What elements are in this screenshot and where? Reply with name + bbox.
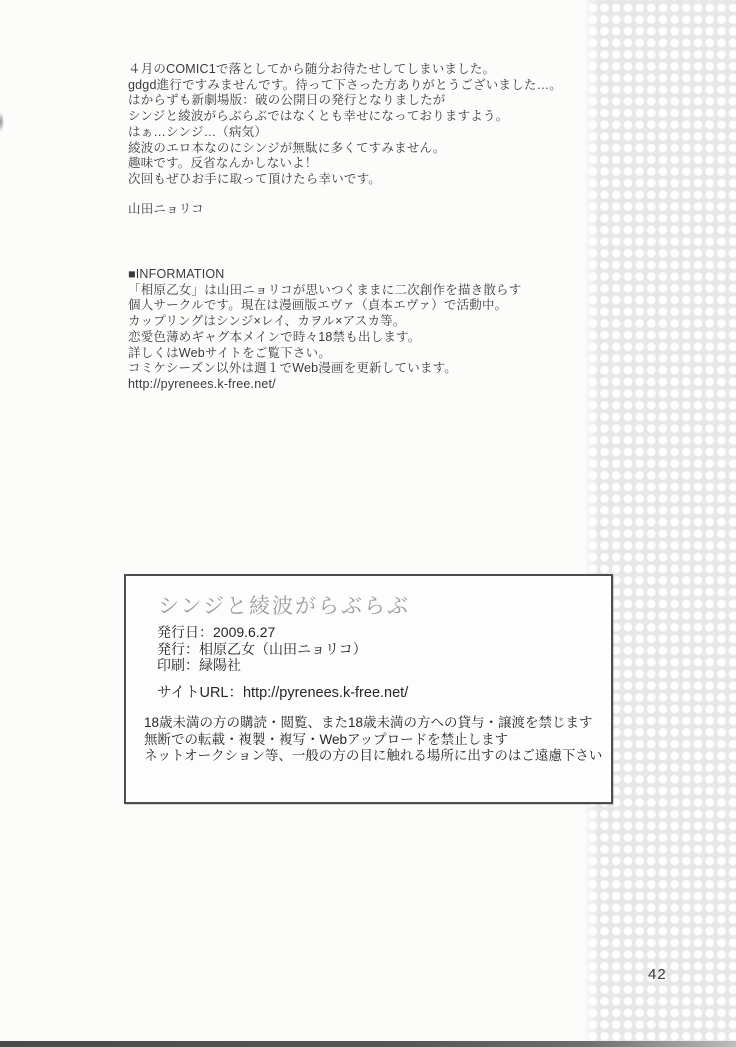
afterword-line: 綾波のエロ本なのにシンジが無駄に多くてすみません。 (128, 140, 446, 155)
information-line: 「相原乙女」は山田ニョリコが思いつくままに二次創作を描き散らす (128, 282, 522, 297)
warning-line: 無断での転載・複製・複写・Webアップロードを禁止します (144, 731, 509, 747)
information-line: 詳しくはWebサイトをご覧下さい。 (128, 345, 332, 360)
colophon-box (124, 574, 613, 804)
afterword-paragraph (128, 62, 568, 217)
afterword-line: ４月のCOMIC1で落としてから随分お待たせしてしまいました。 (128, 62, 496, 76)
publication-details (157, 624, 367, 674)
information-heading: ■INFORMATION (128, 267, 225, 281)
page-number: 42 (648, 966, 667, 983)
halftone-pattern-strip (585, 0, 736, 1042)
afterword-line: はぁ…シンジ…（病気） (128, 124, 268, 139)
afterword-line: 次回もぜひお手に取って頂けたら幸いです。 (128, 171, 382, 186)
printer: 印刷：緑陽社 (157, 657, 241, 674)
information-block (128, 267, 568, 393)
information-line: カップリングはシンジ×レイ、カヲル×アスカ等。 (128, 314, 406, 329)
information-line: 恋愛色薄めギャグ本メインで時々18禁も出します。 (128, 329, 421, 344)
warning-line: ネットオークション等、一般の方の目に触れる場所に出すのはご遠慮下さい (144, 748, 603, 764)
information-line: 個人サークルです。現在は漫画版エヴァ（貞本エヴァ）で活動中。 (128, 298, 508, 313)
afterword-line: gdgd進行ですみませんです。待って下さった方ありがとうございました…。 (128, 77, 563, 92)
site-url-line: サイトURL：http://pyrenees.k-free.net/ (157, 685, 409, 701)
afterword-line: 趣味です。反省なんかしないよ！ (128, 156, 318, 171)
warning-line: 18歳未満の方の購読・閲覧、また18歳未満の方への貸与・譲渡を禁じます (144, 715, 593, 730)
book-title: シンジと綾波がらぶらぶ (158, 595, 410, 618)
scan-smudge (0, 112, 4, 132)
age-restriction-warnings (144, 715, 602, 765)
scan-edge-bar (0, 1041, 736, 1047)
publisher-circle: 発行：相原乙女（山田ニョリコ） (157, 640, 367, 657)
afterword-line: シンジと綾波がらぶらぶではなくとも幸せになっておりますよう。 (128, 109, 509, 124)
author-signature: 山田ニョリコ (128, 201, 204, 216)
information-line: コミケシーズン以外は週１でWeb漫画を更新しています。 (128, 361, 458, 376)
publication-date: 発行日：2009.6.27 (157, 624, 276, 640)
website-url-text: http://pyrenees.k-free.net/ (128, 376, 276, 391)
afterword-line: はからずも新劇場版：破の公開日の発行となりましたが (128, 93, 446, 108)
